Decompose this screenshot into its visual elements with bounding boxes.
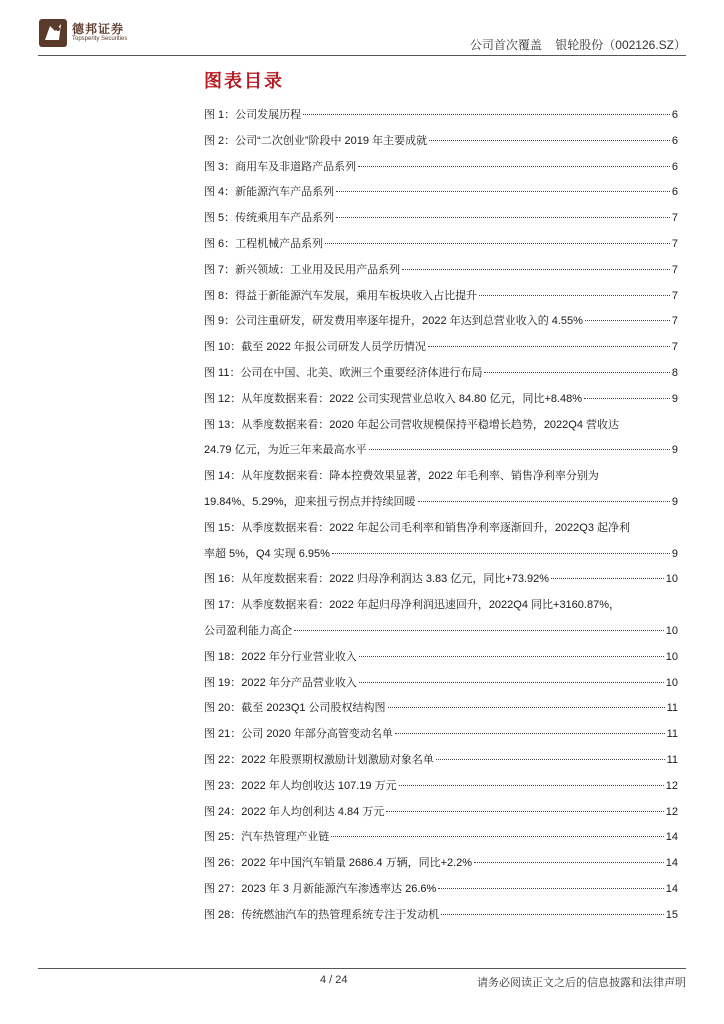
toc-entry-label: 图 1：公司发展历程 (204, 109, 302, 121)
toc-entry-label: 图 12：从年度数据来看：2022 公司实现营业总收入 84.80 亿元，同比+8.48% (204, 392, 583, 405)
toc-page-number: 9 (671, 495, 678, 508)
toc-leader-dots (331, 836, 663, 837)
toc-entry[interactable] (204, 570, 678, 596)
toc-entry-label: 图 24：2022 年人均创利达 4.84 万元 (204, 805, 385, 818)
header-divider (38, 55, 686, 56)
toc-entry-label: 图 3：商用车及非道路产品系列 (204, 160, 357, 173)
toc-page-number: 12 (665, 805, 678, 818)
toc-page-number: 10 (665, 650, 678, 663)
toc-entry-label: 图 5：传统乘用车产品系列 (204, 212, 335, 225)
toc-entry-label: 19.84%、5.29%，迎来扭亏拐点并持续回暖 (204, 495, 416, 508)
toc-leader-dots (325, 243, 670, 244)
toc-entry[interactable] (204, 545, 678, 571)
toc-page-number: 7 (671, 289, 678, 302)
toc-leader-dots (336, 191, 670, 192)
toc-entry[interactable] (204, 725, 678, 751)
toc-leader-dots (436, 759, 665, 760)
toc-page-number: 6 (671, 186, 678, 199)
toc-title: 图表目录 (204, 71, 284, 91)
toc-entry-label: 图 9：公司注重研发，研发费用率逐年提升，2022 年达到总营业收入的 4.55% (204, 315, 583, 328)
toc-entry[interactable] (204, 674, 678, 700)
toc-entry[interactable] (204, 880, 678, 906)
toc-entry[interactable] (204, 854, 678, 880)
toc-page-number: 6 (671, 109, 678, 121)
toc-page-number: 9 (671, 547, 678, 560)
toc-entry[interactable] (204, 751, 678, 777)
toc-leader-dots (395, 733, 665, 734)
toc-entry[interactable] (204, 132, 678, 158)
toc-leader-dots (359, 682, 664, 683)
toc-entry-label: 图 4：新能源汽车产品系列 (204, 186, 335, 199)
toc-entry[interactable] (204, 261, 678, 287)
toc-leader-dots (551, 578, 664, 579)
toc-page-number: 8 (671, 366, 678, 379)
toc-entry-label: 图 20：截至 2023Q1 公司股权结构图 (204, 702, 386, 715)
toc-entry[interactable] (204, 106, 678, 132)
toc-entry-label: 图 15：从季度数据来看：2022 年起公司毛利率和销售净利率逐渐回升，2022Q3 起净利 (204, 521, 631, 534)
toc-page-number: 7 (671, 315, 678, 328)
toc-leader-dots (359, 656, 664, 657)
toc-entry[interactable] (204, 699, 678, 725)
toc-leader-dots (358, 166, 670, 167)
toc-entry[interactable] (204, 183, 678, 209)
toc-entry-label: 图 14：从年度数据来看：降本控费效果显著，2022 年毛利率、销售净利率分别为 (204, 470, 599, 483)
toc-entry[interactable] (204, 235, 678, 261)
toc-entry[interactable] (204, 338, 678, 364)
toc-entry[interactable] (204, 803, 678, 829)
toc-page-number: 11 (666, 753, 678, 766)
toc-entry[interactable] (204, 777, 678, 803)
toc-leader-dots (474, 862, 664, 863)
toc-page-number: 7 (671, 212, 678, 225)
report-header (460, 36, 686, 53)
logo-icon (38, 18, 68, 48)
toc-leader-dots (332, 553, 670, 554)
toc-entry[interactable] (204, 622, 678, 648)
toc-entry-label: 图 16：从年度数据来看：2022 归母净利润达 3.83 亿元，同比+73.92% (204, 573, 550, 586)
toc-entry-label: 24.79 亿元，为近三年来最高水平 (204, 444, 367, 457)
toc-entry-label: 公司盈利能力高企 (204, 624, 292, 637)
company-logo (38, 18, 158, 48)
toc-leader-dots (386, 811, 663, 812)
toc-page-number: 7 (671, 237, 678, 250)
company-name: 银轮股份（002126.SZ） (555, 38, 686, 52)
toc-leader-dots (369, 449, 670, 450)
toc-entry-label: 图 13：从季度数据来看：2020 年起公司营收规模保持平稳增长趋势，2022Q4 营收达 (204, 418, 620, 431)
toc-entry-line[interactable] (204, 519, 678, 545)
toc-entry[interactable] (204, 390, 678, 416)
toc-page-number: 9 (671, 392, 678, 405)
toc-entry-label: 图 7：新兴领域：工业用及民用产品系列 (204, 263, 401, 276)
toc-entry-label: 图 22：2022 年股票期权激励计划激励对象名单 (204, 753, 434, 766)
toc-page-number: 12 (665, 779, 678, 792)
toc-entry-label: 图 19：2022 年分产品营业收入 (204, 676, 357, 689)
toc-entry[interactable] (204, 828, 678, 854)
toc-entry-line[interactable] (204, 596, 678, 622)
toc-entry[interactable] (204, 648, 678, 674)
toc-page-number: 11 (666, 728, 678, 741)
toc-leader-dots (438, 888, 663, 889)
toc-entry-label: 图 6：工程机械产品系列 (204, 237, 324, 250)
toc-leader-dots (399, 785, 664, 786)
footer-divider (38, 968, 686, 969)
toc-entry-label: 图 11：公司在中国、北美、欧洲三个重要经济体进行布局 (204, 366, 483, 379)
toc-page-number: 7 (671, 341, 678, 354)
toc-leader-dots (479, 295, 670, 296)
toc-entry-label: 图 21：公司 2020 年部分高管变动名单 (204, 728, 393, 741)
toc-entry-line[interactable] (204, 416, 678, 442)
toc-entry-label: 图 10：截至 2022 年报公司研发人员学历情况 (204, 341, 426, 354)
logo-text-en: Topsperity Securities (72, 36, 128, 42)
toc-page-number: 15 (665, 908, 678, 921)
toc-page-number: 6 (671, 134, 678, 147)
toc-page-number: 14 (665, 882, 678, 895)
disclaimer: 请务必阅读正文之后的信息披露和法律声明 (477, 977, 686, 989)
toc-entry[interactable] (204, 158, 678, 184)
toc-leader-dots (429, 140, 670, 141)
toc-page-number: 14 (665, 857, 678, 870)
toc-leader-dots (418, 501, 670, 502)
toc-page-number: 14 (665, 831, 678, 844)
toc-entry[interactable] (204, 441, 678, 467)
toc-leader-dots (336, 217, 670, 218)
toc-page-number: 7 (671, 263, 678, 276)
toc-page-number: 11 (666, 702, 678, 715)
report-type: 公司首次覆盖 (469, 38, 542, 52)
toc-entry[interactable] (204, 364, 678, 390)
toc-leader-dots (585, 320, 670, 321)
toc-page-number: 10 (665, 573, 678, 586)
toc-page-number: 10 (665, 676, 678, 689)
toc-entry-label: 图 27：2023 年 3 月新能源汽车渗透率达 26.6% (204, 882, 437, 895)
toc-leader-dots (294, 630, 664, 631)
toc-leader-dots (402, 269, 670, 270)
toc-leader-dots (441, 914, 663, 915)
page-indicator: 4 / 24 (320, 974, 348, 986)
logo-text-cn: 德邦证券 (72, 22, 125, 36)
toc-entry-label: 图 26：2022 年中国汽车销量 2686.4 万辆，同比+2.2% (204, 857, 473, 870)
toc-page-number: 6 (671, 160, 678, 173)
toc-list (204, 106, 678, 932)
toc-entry-label: 图 28：传统燃油汽车的热管理系统专注于发动机 (204, 908, 440, 921)
toc-leader-dots (388, 707, 665, 708)
toc-entry[interactable] (204, 493, 678, 519)
toc-leader-dots (428, 346, 670, 347)
toc-entry[interactable] (204, 209, 678, 235)
toc-entry-label: 图 2：公司“二次创业”阶段中 2019 年主要成就 (204, 134, 428, 147)
toc-entry-line[interactable] (204, 467, 678, 493)
toc-entry-label: 率超 5%，Q4 实现 6.95% (204, 547, 330, 560)
toc-entry-label: 图 8：得益于新能源汽车发展，乘用车板块收入占比提升 (204, 289, 478, 302)
toc-entry-label: 图 17：从季度数据来看：2022 年起归母净利润迅速回升，2022Q4 同比+3160.87%， (204, 599, 620, 612)
toc-entry-label: 图 18：2022 年分行业营业收入 (204, 650, 357, 663)
toc-entry[interactable] (204, 906, 678, 932)
toc-entry[interactable] (204, 287, 678, 313)
toc-entry[interactable] (204, 312, 678, 338)
toc-leader-dots (584, 398, 670, 399)
toc-page-number: 9 (671, 444, 678, 457)
toc-leader-dots (484, 372, 669, 373)
toc-leader-dots (303, 114, 670, 115)
toc-entry-label: 图 25：汽车热管理产业链 (204, 831, 330, 844)
toc-entry-label: 图 23：2022 年人均创收达 107.19 万元 (204, 779, 397, 792)
toc-page-number: 10 (665, 624, 678, 637)
